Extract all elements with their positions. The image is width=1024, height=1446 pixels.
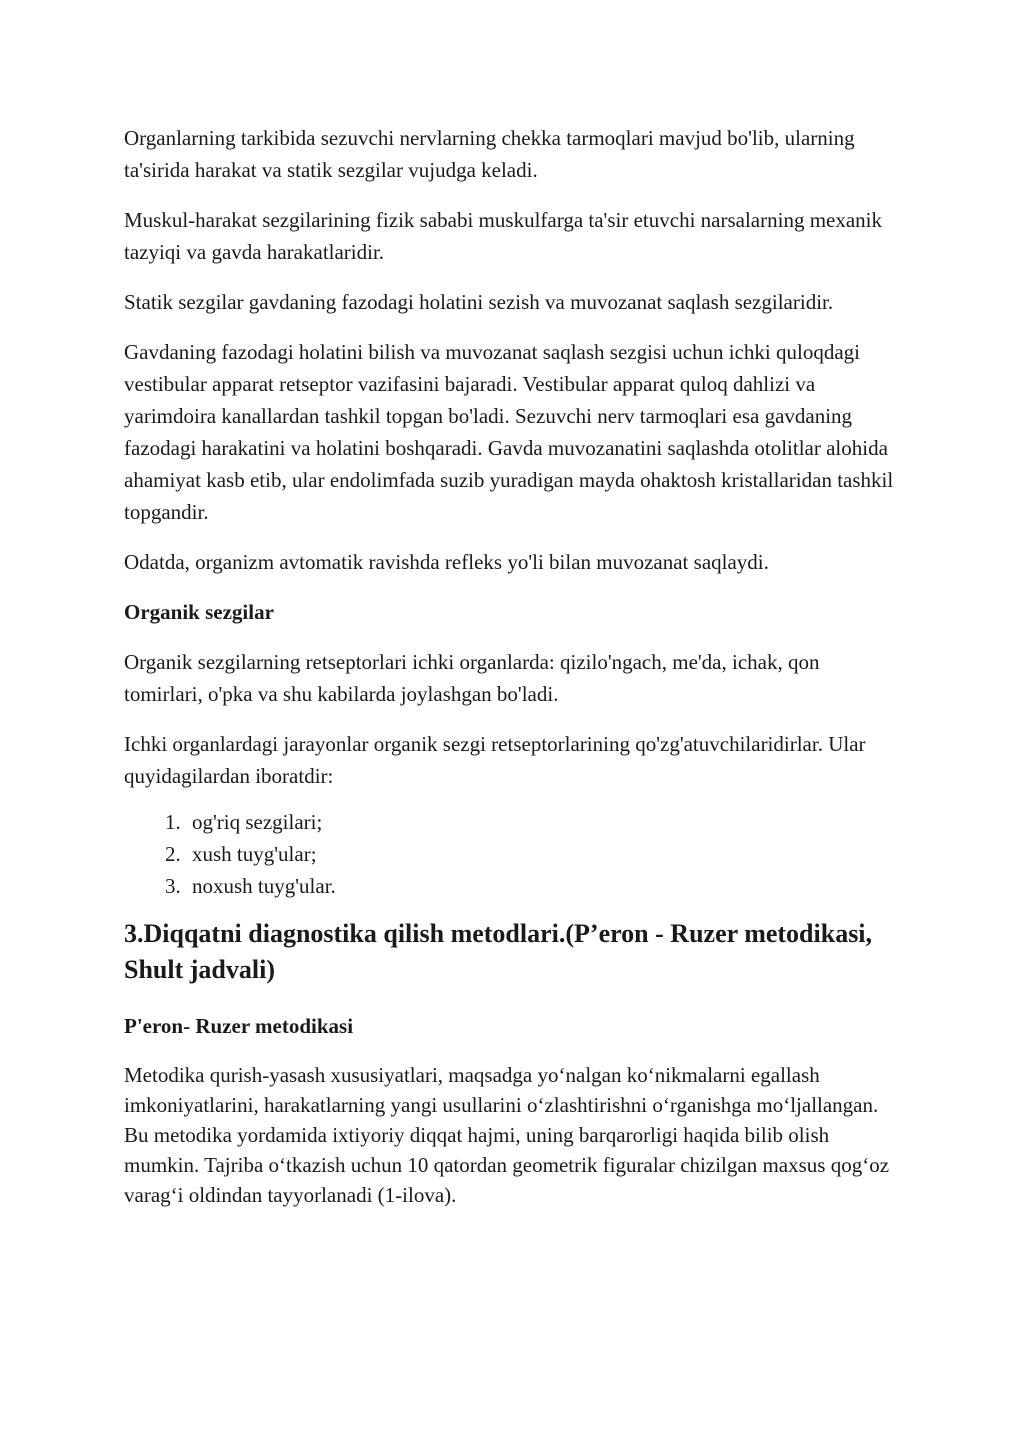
document-page bbox=[124, 122, 894, 1228]
list-item: 3. noxush tuyg'ular. bbox=[186, 870, 894, 902]
paragraph-vestibular-apparatus: Gavdaning fazodagi holatini bilish va muvozanat saqlash sezgisi uchun ichki quloqdagi vestibular apparat retseptor vazifasini bajaradi. Vestibular apparat quloq dahlizi va yarimdoira kanallardan tashkil topgan bo'ladi. Sezuvchi nerv tarmoqlari esa gavdaning fazodagi harakatini va holatini boshqaradi. Gavda muvozanatini saqlashda otolitlar alohida ahamiyat kasb etib, ular endolimfada suzib yuradigan mayda ohaktosh kristallaridan tashkil topgandir. bbox=[124, 340, 894, 524]
peron-ruzer-subheading: P'eron- Ruzer metodikasi bbox=[124, 1014, 354, 1038]
organic-sensations-list bbox=[124, 806, 894, 902]
paragraph-methodology: Metodika qurish-yasash xususiyatlari, maqsadga yo‘nalgan ko‘nikmalarni egallash imkoniyatlarini, harakatlarning yangi usullarini o‘zlashtirishni o‘rganishga mo‘ljallangan. Bu metodika yordamida ixtiyoriy diqqat hajmi, uning barqarorligi haqida bilib olish mumkin. Tajriba o‘tkazish uchun 10 qatordan geometrik figuralar chizilgan maxsus qog‘oz varag‘i oldindan tayyorlanadi (1-ilova). bbox=[124, 1063, 890, 1207]
paragraph-muscle-motion: Muskul-harakat sezgilarining fizik sababi muskulfarga ta'sir etuvchi narsalarning mexanik tazyiqi va gavda harakatlaridir. bbox=[124, 208, 882, 264]
list-item: 1. og'riq sezgilari; bbox=[186, 806, 894, 838]
paragraph-organic-receptors: Organik sezgilarning retseptorlari ichki organlarda: qizilo'ngach, me'da, ichak, qon tomirlari, o'pka va shu kabilarda joylashgan bo'ladi. bbox=[124, 650, 820, 706]
section-3-title: 3.Diqqatni diagnostika qilish metodlari.(P’eron - Ruzer metodikasi, Shult jadvali) bbox=[124, 919, 873, 984]
list-item: 2. xush tuyg'ular; bbox=[186, 838, 894, 870]
paragraph-reflex-balance: Odatda, organizm avtomatik ravishda refleks yo'li bilan muvozanat saqlaydi. bbox=[124, 550, 769, 574]
paragraph-static-sensations: Statik sezgilar gavdaning fazodagi holatini sezish va muvozanat saqlash sezgilaridir. bbox=[124, 290, 834, 314]
paragraph-organic-stimuli: Ichki organlardagi jarayonlar organik sezgi retseptorlarining qo'zg'atuvchilaridirlar. Ular quyidagilardan iboratdir: bbox=[124, 732, 866, 788]
organic-sensations-heading: Organik sezgilar bbox=[124, 600, 274, 624]
paragraph-nerve-endings: Organlarning tarkibida sezuvchi nervlarning chekka tarmoqlari mavjud bo'lib, ularning ta'sirida harakat va statik sezgilar vujudga keladi. bbox=[124, 126, 855, 182]
